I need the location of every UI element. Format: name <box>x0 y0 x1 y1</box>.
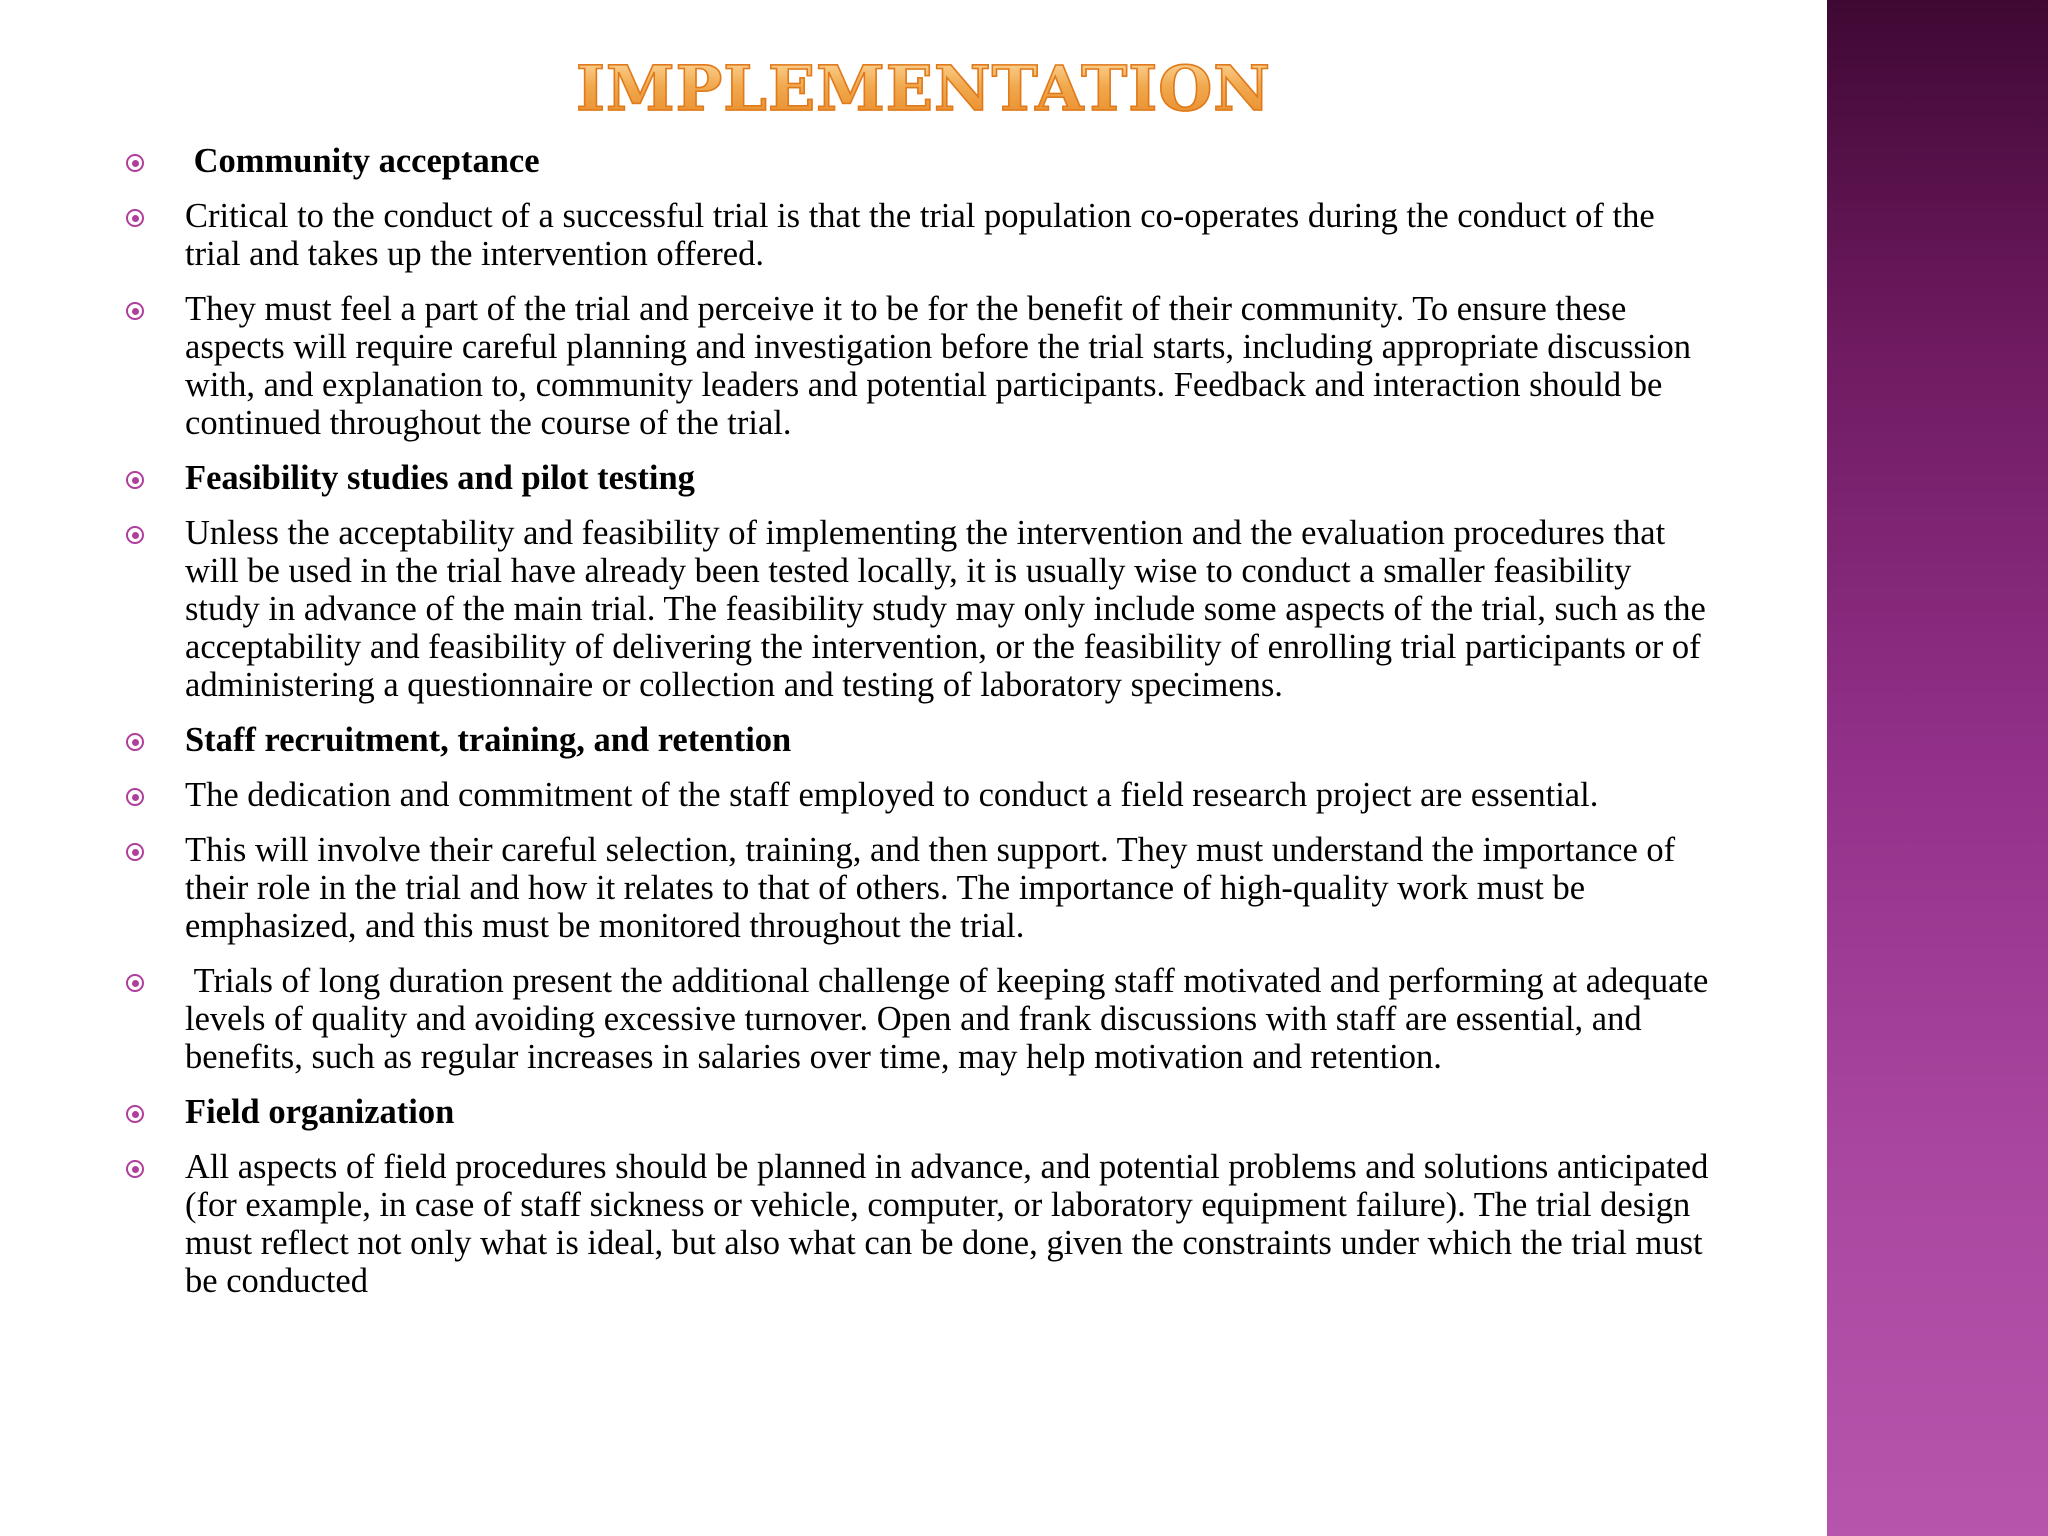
bullet-item <box>124 197 1714 273</box>
section-heading-item <box>124 1093 1714 1131</box>
slide-title: IMPLEMENTATION <box>0 58 1837 120</box>
circle-dot-bullet-icon <box>126 974 144 992</box>
bullet-item <box>124 514 1714 704</box>
circle-dot-bullet-icon <box>126 733 144 751</box>
circle-dot-bullet-icon <box>126 302 144 320</box>
circle-dot-bullet-icon <box>126 526 144 544</box>
bullet-item <box>124 831 1714 945</box>
circle-dot-bullet-icon <box>126 1160 144 1178</box>
section-heading-text: Community acceptance <box>185 142 540 180</box>
circle-dot-bullet-icon <box>126 1105 144 1123</box>
circle-dot-bullet-icon <box>126 843 144 861</box>
circle-dot-bullet-icon <box>126 209 144 227</box>
bullet-text: This will involve their careful selection, training, and then support. They must understand the importance of their role in the trial and how it relates to that of others. The importance of high-quality work must be emphasized, and this must be monitored throughout the trial. <box>185 831 1684 945</box>
bullet-text: Trials of long duration present the additional challenge of keeping staff motivated and performing at adequate levels of quality and avoiding excessive turnover. Open and frank discussions with staff are essential, and benefits, such as regular increases in salaries over time, may help motivation and retention. <box>185 962 1717 1076</box>
circle-dot-bullet-icon <box>126 471 144 489</box>
circle-dot-bullet-icon <box>126 154 144 172</box>
bullet-text: They must feel a part of the trial and perceive it to be for the benefit of their community. To ensure these aspects will require careful planning and investigation before the trial starts, including appropriate discussion with, and explanation to, community leaders and potential participants. Feedback and interaction should be continued throughout the course of the trial. <box>185 290 1700 442</box>
section-heading-item <box>124 142 1714 180</box>
bullet-item <box>124 290 1714 442</box>
bullet-list <box>124 142 1717 1317</box>
bullet-text: All aspects of field procedures should be planned in advance, and potential problems and solutions anticipated (for example, in case of staff sickness or vehicle, computer, or laboratory equipment failure). The trial design must reflect not only what is ideal, but also what can be done, given the constraints under which the trial must be conducted <box>185 1148 1717 1300</box>
section-heading-text: Staff recruitment, training, and retention <box>185 721 792 759</box>
bullet-text: Unless the acceptability and feasibility of implementing the intervention and the evaluation procedures that will be used in the trial have already been tested locally, it is usually wise to conduct a smaller feasibility study in advance of the main trial. The feasibility study may only include some aspects of the trial, such as the acceptability and feasibility of delivering the intervention, or the feasibility of enrolling trial participants or of administering a questionnaire or collection and testing of laboratory specimens. <box>185 514 1715 704</box>
bullet-item <box>124 962 1717 1076</box>
decorative-side-band <box>1827 0 2048 1536</box>
bullet-item <box>124 776 1714 814</box>
section-heading-item <box>124 721 1714 759</box>
section-heading-item <box>124 459 1714 497</box>
bullet-text: The dedication and commitment of the staff employed to conduct a field research project are essential. <box>185 776 1599 814</box>
circle-dot-bullet-icon <box>126 788 144 806</box>
section-heading-text: Field organization <box>185 1093 455 1131</box>
bullet-item <box>124 1148 1717 1300</box>
bullet-text: Critical to the conduct of a successful trial is that the trial population co-operates during the conduct of the trial and takes up the intervention offered. <box>185 197 1664 273</box>
section-heading-text: Feasibility studies and pilot testing <box>185 459 695 497</box>
